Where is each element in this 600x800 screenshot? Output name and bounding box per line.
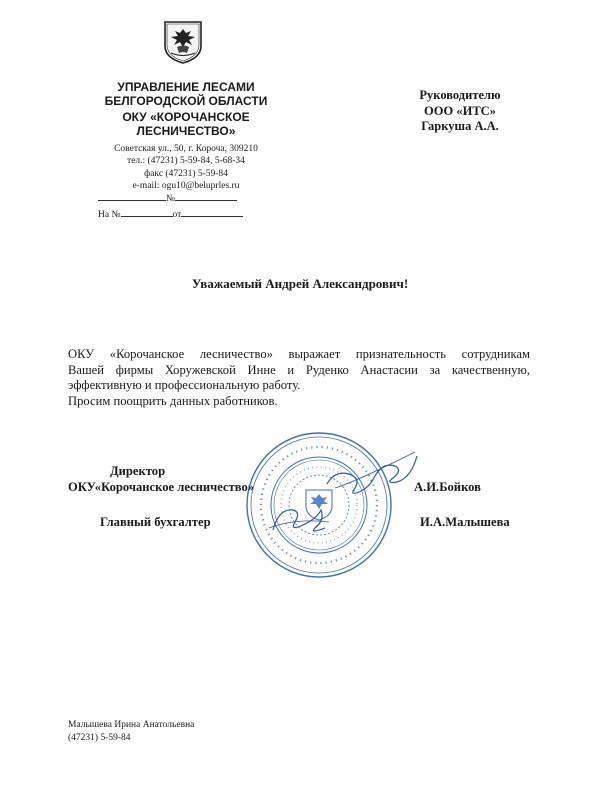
director-organization: ОКУ«Корочанское лесничество» xyxy=(68,480,255,494)
fax: факс (47231) 5-59-84 xyxy=(144,168,228,179)
number-mark: № xyxy=(166,194,176,204)
accountant-name: И.А.Малышева xyxy=(420,515,510,529)
body-line2: Вашей фирмы Хоружевской Инне и Руденко Анастасии за качественную, xyxy=(68,362,530,377)
phone: тел.: (47231) 5-59-84, 5-68-34 xyxy=(127,156,245,167)
reference-date-blank xyxy=(181,207,243,217)
number-blank xyxy=(175,191,237,201)
handwritten-signature xyxy=(265,448,425,538)
addressee-name: Гаркуша А.А. xyxy=(421,119,499,133)
reference-line xyxy=(98,207,243,220)
addressee-company: ООО «ИТС» xyxy=(424,103,496,118)
executor-footer xyxy=(68,719,194,745)
address: Советская ул., 50, г. Короча, 309210 xyxy=(114,144,258,154)
director-title: Директор xyxy=(110,464,166,478)
email: e-mail: ogu10@beluprles.ru xyxy=(132,181,240,192)
reference-from: от xyxy=(172,210,182,220)
executor-name: Малышева Ирина Анатольевна xyxy=(68,720,195,730)
body-line1: ОКУ «Корочанское лесничество» выражает признательность сотрудникам xyxy=(68,347,530,361)
reference-number-blank xyxy=(121,207,173,217)
reference-prefix: На № xyxy=(98,210,121,220)
greeting: Уважаемый Андрей Александрович! xyxy=(191,276,409,291)
addressee-block xyxy=(392,88,528,135)
org-name-line3: ОКУ «КОРОЧАНСКОЕ xyxy=(122,110,250,124)
addressee-position: Руководителю xyxy=(419,88,501,102)
registration-line xyxy=(98,191,237,204)
org-name-line4: ЛЕСНИЧЕСТВО» xyxy=(136,124,236,138)
org-name-line1: УПРАВЛЕНИЕ ЛЕСАМИ xyxy=(117,80,255,94)
letter-body xyxy=(68,347,530,409)
organization-header xyxy=(88,80,284,138)
contact-block xyxy=(88,143,284,193)
body-line3: эффективную и профессиональную работу. xyxy=(68,378,301,392)
coat-of-arms-icon xyxy=(163,20,203,64)
date-blank xyxy=(98,191,166,201)
body-line4: Просим поощрить данных работников. xyxy=(68,393,278,408)
accountant-title: Главный бухгалтер xyxy=(100,515,211,529)
director-name: А.И.Бойков xyxy=(414,480,481,494)
executor-phone: (47231) 5-59-84 xyxy=(68,733,131,743)
org-name-line2: БЕЛГОРОДСКОЙ ОБЛАСТИ xyxy=(104,94,268,108)
